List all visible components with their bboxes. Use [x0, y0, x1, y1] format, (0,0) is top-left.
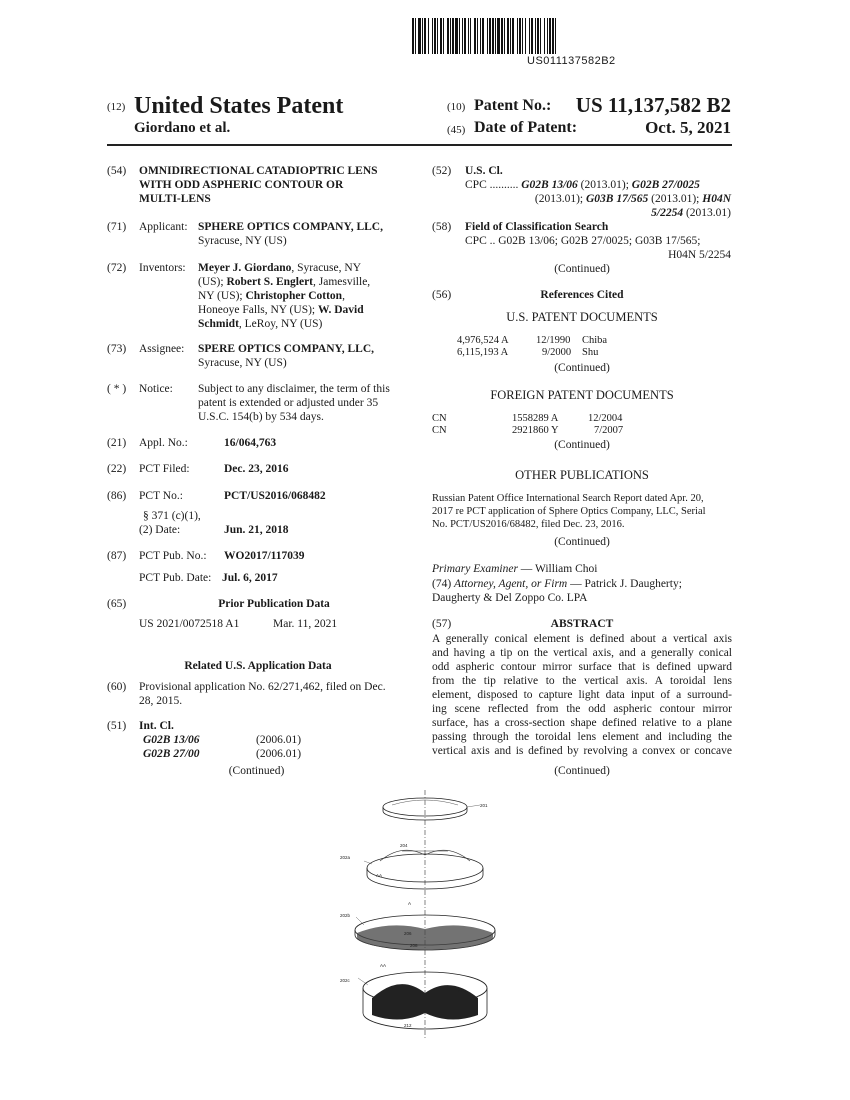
date-label: Date of Patent: — [474, 119, 578, 136]
pct-pub-date-value: Jul. 6, 2017 — [222, 572, 278, 584]
inventors-line-1 — [198, 261, 408, 275]
code-56: (56) — [432, 289, 452, 301]
other-pub-line-1: Russian Patent Office International Search Report dated Apr. 20, — [432, 493, 704, 504]
foreign-docs-heading: FOREIGN PATENT DOCUMENTS — [490, 388, 674, 402]
foreign-docs-continued: (Continued) — [554, 439, 610, 451]
int-cl-2: G02B 27/00 — [143, 748, 200, 760]
figure-ref-label: 202b — [340, 913, 351, 918]
figure-ref-label: 212 — [404, 1023, 412, 1028]
examiner-line — [432, 562, 597, 576]
field-search-label: Field of Classification Search — [465, 221, 609, 233]
figure-ref-label: AA — [458, 988, 465, 993]
inventors-line-4 — [198, 303, 413, 317]
s371-date: Jun. 21, 2018 — [224, 524, 289, 536]
code-45: (45) — [447, 124, 466, 136]
code-71: (71) — [107, 221, 127, 233]
header-rule — [107, 144, 732, 146]
abstract-continued: (Continued) — [554, 765, 610, 777]
abstract-line: and having a tip on the vertical axis, and a generally conical — [432, 647, 732, 659]
figure-ref-label: A — [408, 901, 412, 906]
us-cl-label: U.S. Cl. — [465, 165, 503, 177]
abstract-line: ing scene reflected from the odd aspheric contour mirror — [432, 703, 732, 715]
us-doc-2-name: Shu — [582, 347, 599, 358]
inventor-3-sep: , — [342, 290, 345, 302]
other-pubs-continued: (Continued) — [554, 536, 610, 548]
foreign-doc-2-country: CN — [432, 425, 447, 436]
code-12: (12) — [107, 101, 126, 113]
attorney-label: Attorney, Agent, or Firm — [454, 578, 568, 590]
abstract-line: A generally conical element is defined about a vertical axis — [432, 633, 732, 645]
inventors-label: Inventors: — [139, 262, 186, 274]
other-pub-line-3: No. PCT/US2016/68482, filed Dec. 23, 2016. — [432, 519, 625, 530]
pct-pub-date-label: PCT Pub. Date: — [139, 572, 212, 584]
inventor-1-country: (US); — [198, 276, 227, 288]
foreign-doc-2-num: 2921860 Y — [512, 425, 559, 436]
inventor-short: Giordano et al. — [134, 120, 231, 136]
pct-pub-no-label: PCT Pub. No.: — [139, 550, 207, 562]
code-74: (74) — [432, 578, 452, 590]
inventor-2-country: NY (US); — [198, 290, 246, 302]
attorney-line-1 — [432, 577, 682, 591]
code-21: (21) — [107, 437, 127, 449]
field-search-continued: (Continued) — [554, 263, 610, 275]
patent-title: United States Patent — [134, 93, 344, 119]
code-73: (73) — [107, 343, 127, 355]
notice-line-1: Subject to any disclaimer, the term of this — [198, 383, 390, 395]
prior-pub-heading: Prior Publication Data — [218, 598, 330, 610]
inventors-line-5 — [198, 317, 408, 331]
code-52: (52) — [432, 165, 452, 177]
invention-title-1: OMNIDIRECTIONAL CATADIOPTRIC LENS — [139, 165, 378, 177]
inventor-3-location: Honeoye Falls, NY (US); — [198, 304, 318, 316]
inventor-2-location: , Jamesville, — [313, 276, 371, 288]
lens-figure — [320, 785, 530, 1045]
provisional-line-1: Provisional application No. 62/271,462, filed on Dec. — [139, 681, 386, 693]
abstract-line: passing through the toroidal lens element and including the — [432, 731, 732, 743]
cpc-ver-4: (2013.01) — [683, 207, 731, 219]
inventor-4-location: , LeRoy, NY (US) — [238, 318, 323, 330]
applicant-label: Applicant: — [139, 221, 188, 233]
cpc-dots: .......... — [489, 179, 519, 191]
code-51: (51) — [107, 720, 127, 732]
int-cl-1: G02B 13/06 — [143, 734, 200, 746]
applicant-location: Syracuse, NY (US) — [198, 235, 287, 247]
code-72: (72) — [107, 262, 127, 274]
us-doc-2-num: 6,115,193 A — [457, 347, 509, 358]
code-65: (65) — [107, 598, 127, 610]
attorney-line-2: Daugherty & Del Zoppo Co. LPA — [432, 592, 588, 604]
prior-pub-number: US 2021/0072518 A1 — [139, 618, 240, 630]
pct-filed-label: PCT Filed: — [139, 463, 190, 475]
figure-ref-label: AA — [380, 963, 387, 968]
us-patent-docs-heading: U.S. PATENT DOCUMENTS — [506, 310, 658, 324]
cpc-class-4b: 5/2254 — [651, 207, 684, 219]
us-doc-1-date: 12/1990 — [536, 335, 571, 346]
int-cl-1-ver: (2006.01) — [256, 734, 302, 746]
us-doc-1-num: 4,976,524 A — [457, 335, 509, 346]
figure-ref-label: 202c — [340, 978, 350, 983]
code-22: (22) — [107, 463, 127, 475]
code-10: (10) — [447, 101, 466, 113]
code-86: (86) — [107, 490, 127, 502]
notice-label: Notice: — [139, 383, 173, 395]
appl-no-value: 16/064,763 — [224, 437, 277, 449]
cpc-ver-2: (2013.01); — [534, 193, 586, 205]
cpc-ver-3: (2013.01); — [648, 193, 703, 205]
patent-date: Oct. 5, 2021 — [645, 118, 731, 137]
inventor-4: W. David — [318, 304, 364, 316]
invention-title-2: WITH ODD ASPHERIC CONTOUR OR — [139, 179, 344, 191]
assignee-label: Assignee: — [139, 343, 185, 355]
pct-no-label: PCT No.: — [139, 490, 183, 502]
us-doc-2-date: 9/2000 — [542, 347, 572, 358]
notice-line-2: patent is extended or adjusted under 35 — [198, 397, 379, 409]
inventors-line-3 — [198, 289, 408, 303]
us-doc-1-name: Chiba — [582, 335, 608, 346]
code-58: (58) — [432, 221, 452, 233]
int-cl-2-ver: (2006.01) — [256, 748, 302, 760]
code-87: (87) — [107, 550, 127, 562]
foreign-doc-1-date: 12/2004 — [588, 413, 623, 424]
us-docs-continued: (Continued) — [554, 362, 610, 374]
related-heading: Related U.S. Application Data — [184, 660, 332, 672]
field-search-line-2: H04N 5/2254 — [668, 249, 731, 261]
abstract-line: element, disposed to capture light data input of a surround- — [432, 689, 732, 701]
s371-label-2: (2) Date: — [139, 524, 181, 536]
invention-title-3: MULTI-LENS — [139, 193, 211, 205]
figure-ref-label: 201 — [480, 803, 488, 808]
pct-pub-no-value: WO2017/117039 — [224, 550, 305, 562]
cpc-label: CPC — [465, 179, 487, 191]
figure-ref-label: 202a — [340, 855, 351, 860]
examiner-name: — William Choi — [517, 563, 598, 575]
code-60: (60) — [107, 681, 127, 693]
abstract-line: vertical axis and is defined by revolving a convex or concave — [432, 745, 732, 757]
foreign-doc-2-date: 7/2007 — [594, 425, 624, 436]
cpc-class-2: G02B 27/0025 — [631, 179, 700, 191]
provisional-line-2: 28, 2015. — [139, 695, 183, 707]
s371-label-1: § 371 (c)(1), — [143, 510, 201, 522]
assignee-name: SPERE OPTICS COMPANY, LLC, — [198, 343, 375, 355]
inventor-3: Christopher Cotton — [245, 290, 343, 302]
figure-ref-label: 210 — [470, 996, 478, 1001]
us-cl-line-2 — [465, 192, 731, 206]
inventor-4-surname: Schmidt — [198, 318, 239, 330]
assignee-location: Syracuse, NY (US) — [198, 357, 287, 369]
inventors-line-2 — [198, 275, 408, 289]
prior-pub-date: Mar. 11, 2021 — [273, 618, 338, 630]
us-cl-line-1 — [465, 178, 735, 192]
us-cl-line-3 — [465, 206, 731, 220]
abstract-line: surface, has a cross-section shape defined relative to a plane — [432, 717, 732, 729]
pct-no-value: PCT/US2016/068482 — [224, 490, 326, 502]
barcode-number: US011137582B2 — [527, 55, 616, 67]
figure-ref-label: AA — [376, 873, 383, 878]
patent-number: US 11,137,582 B2 — [575, 93, 731, 117]
inventor-2: Robert S. Englert — [226, 276, 313, 288]
inventor-1-location: , Syracuse, NY — [291, 262, 361, 274]
cpc-ver-1: (2013.01); — [577, 179, 632, 191]
applicant-name: SPHERE OPTICS COMPANY, LLC, — [198, 221, 383, 233]
code-54: (54) — [107, 165, 127, 177]
code-notice: ( * ) — [107, 383, 127, 395]
abstract-label: ABSTRACT — [550, 618, 614, 630]
cpc-class-4: H04N — [702, 193, 731, 205]
abstract-line: odd aspheric contour mirror surface that is defined upward — [432, 661, 732, 673]
inventor-1: Meyer J. Giordano — [198, 262, 292, 274]
int-cl-label: Int. Cl. — [139, 720, 174, 732]
examiner-label: Primary Examiner — [432, 563, 518, 575]
attorney-name: — Patrick J. Daugherty; — [567, 578, 682, 590]
pct-filed-value: Dec. 23, 2016 — [224, 463, 289, 475]
references-label: References Cited — [540, 289, 624, 301]
patent-no-label: Patent No.: — [474, 97, 552, 114]
foreign-doc-1-num: 1558289 A — [512, 413, 559, 424]
barcode — [412, 18, 730, 54]
other-pub-line-2: 2017 re PCT application of Sphere Optics Company, LLC, Serial — [432, 506, 706, 517]
figure-ref-label: 206 — [404, 931, 412, 936]
appl-no-label: Appl. No.: — [139, 437, 188, 449]
field-search-line-1: CPC .. G02B 13/06; G02B 27/0025; G03B 17/565; — [465, 235, 701, 247]
notice-line-3: U.S.C. 154(b) by 534 days. — [198, 411, 324, 423]
cpc-class-1: G02B 13/06 — [521, 179, 578, 191]
code-57: (57) — [432, 618, 452, 630]
other-pubs-heading: OTHER PUBLICATIONS — [515, 468, 649, 482]
cpc-class-3: G03B 17/565 — [585, 193, 649, 205]
foreign-doc-1-country: CN — [432, 413, 447, 424]
figure-ref-label: 204 — [400, 843, 408, 848]
figure-ref-label: 208 — [410, 943, 418, 948]
int-cl-continued: (Continued) — [228, 765, 285, 777]
abstract-line: from the tip relative to the vertical axis. A toroidal lens — [432, 675, 732, 687]
